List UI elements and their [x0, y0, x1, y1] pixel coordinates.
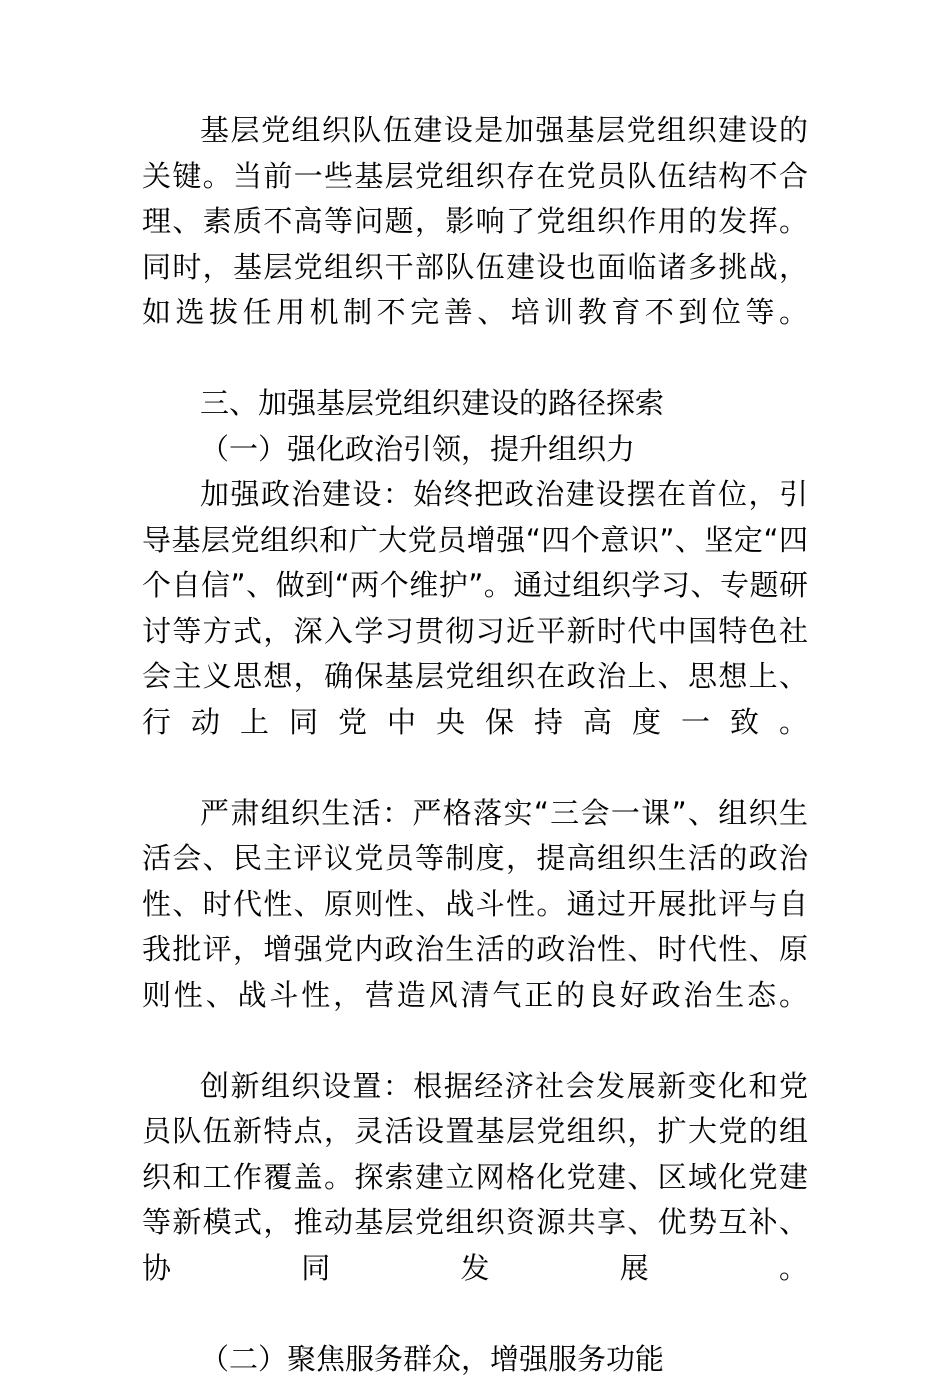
paragraph-innovate-organizational-setup: 创新组织设置：根据经济社会发展新变化和党员队伍新特点，灵活设置基层党组织，扩大党的组织和工作覆盖。探索建立网格化党建、区域化党建等新模式，推动基层党组织资源共享、优势互补、协同发展。	[142, 1064, 808, 1337]
document-body	[142, 108, 808, 1382]
heading-subsection-one: （一）强化政治引领，提升组织力	[142, 427, 808, 473]
paragraph-strict-organizational-life: 严肃组织生活：严格落实“三会一课”、组织生活会、民主评议党员等制度，提高组织生活的政治性、时代性、原则性、战斗性。通过开展批评与自我批评，增强党内政治生活的政治性、时代性、原则性、战斗性，营造风清气正的良好政治生态。	[142, 791, 808, 1064]
heading-subsection-two: （二）聚焦服务群众，增强服务功能	[142, 1337, 808, 1382]
paragraph-strengthen-political-construction: 加强政治建设：始终把政治建设摆在首位，引导基层党组织和广大党员增强“四个意识”、坚定“四个自信”、做到“两个维护”。通过组织学习、专题研讨等方式，深入学习贯彻习近平新时代中国特色社会主义思想，确保基层党组织在政治上、思想上、行动上同党中央保持高度一致。	[142, 472, 808, 791]
heading-section-three: 三、加强基层党组织建设的路径探索	[142, 381, 808, 427]
paragraph-body-intro: 基层党组织队伍建设是加强基层党组织建设的关键。当前一些基层党组织存在党员队伍结构不合理、素质不高等问题，影响了党组织作用的发挥。同时，基层党组织干部队伍建设也面临诸多挑战，如选拔任用机制不完善、培训教育不到位等。	[142, 108, 808, 381]
